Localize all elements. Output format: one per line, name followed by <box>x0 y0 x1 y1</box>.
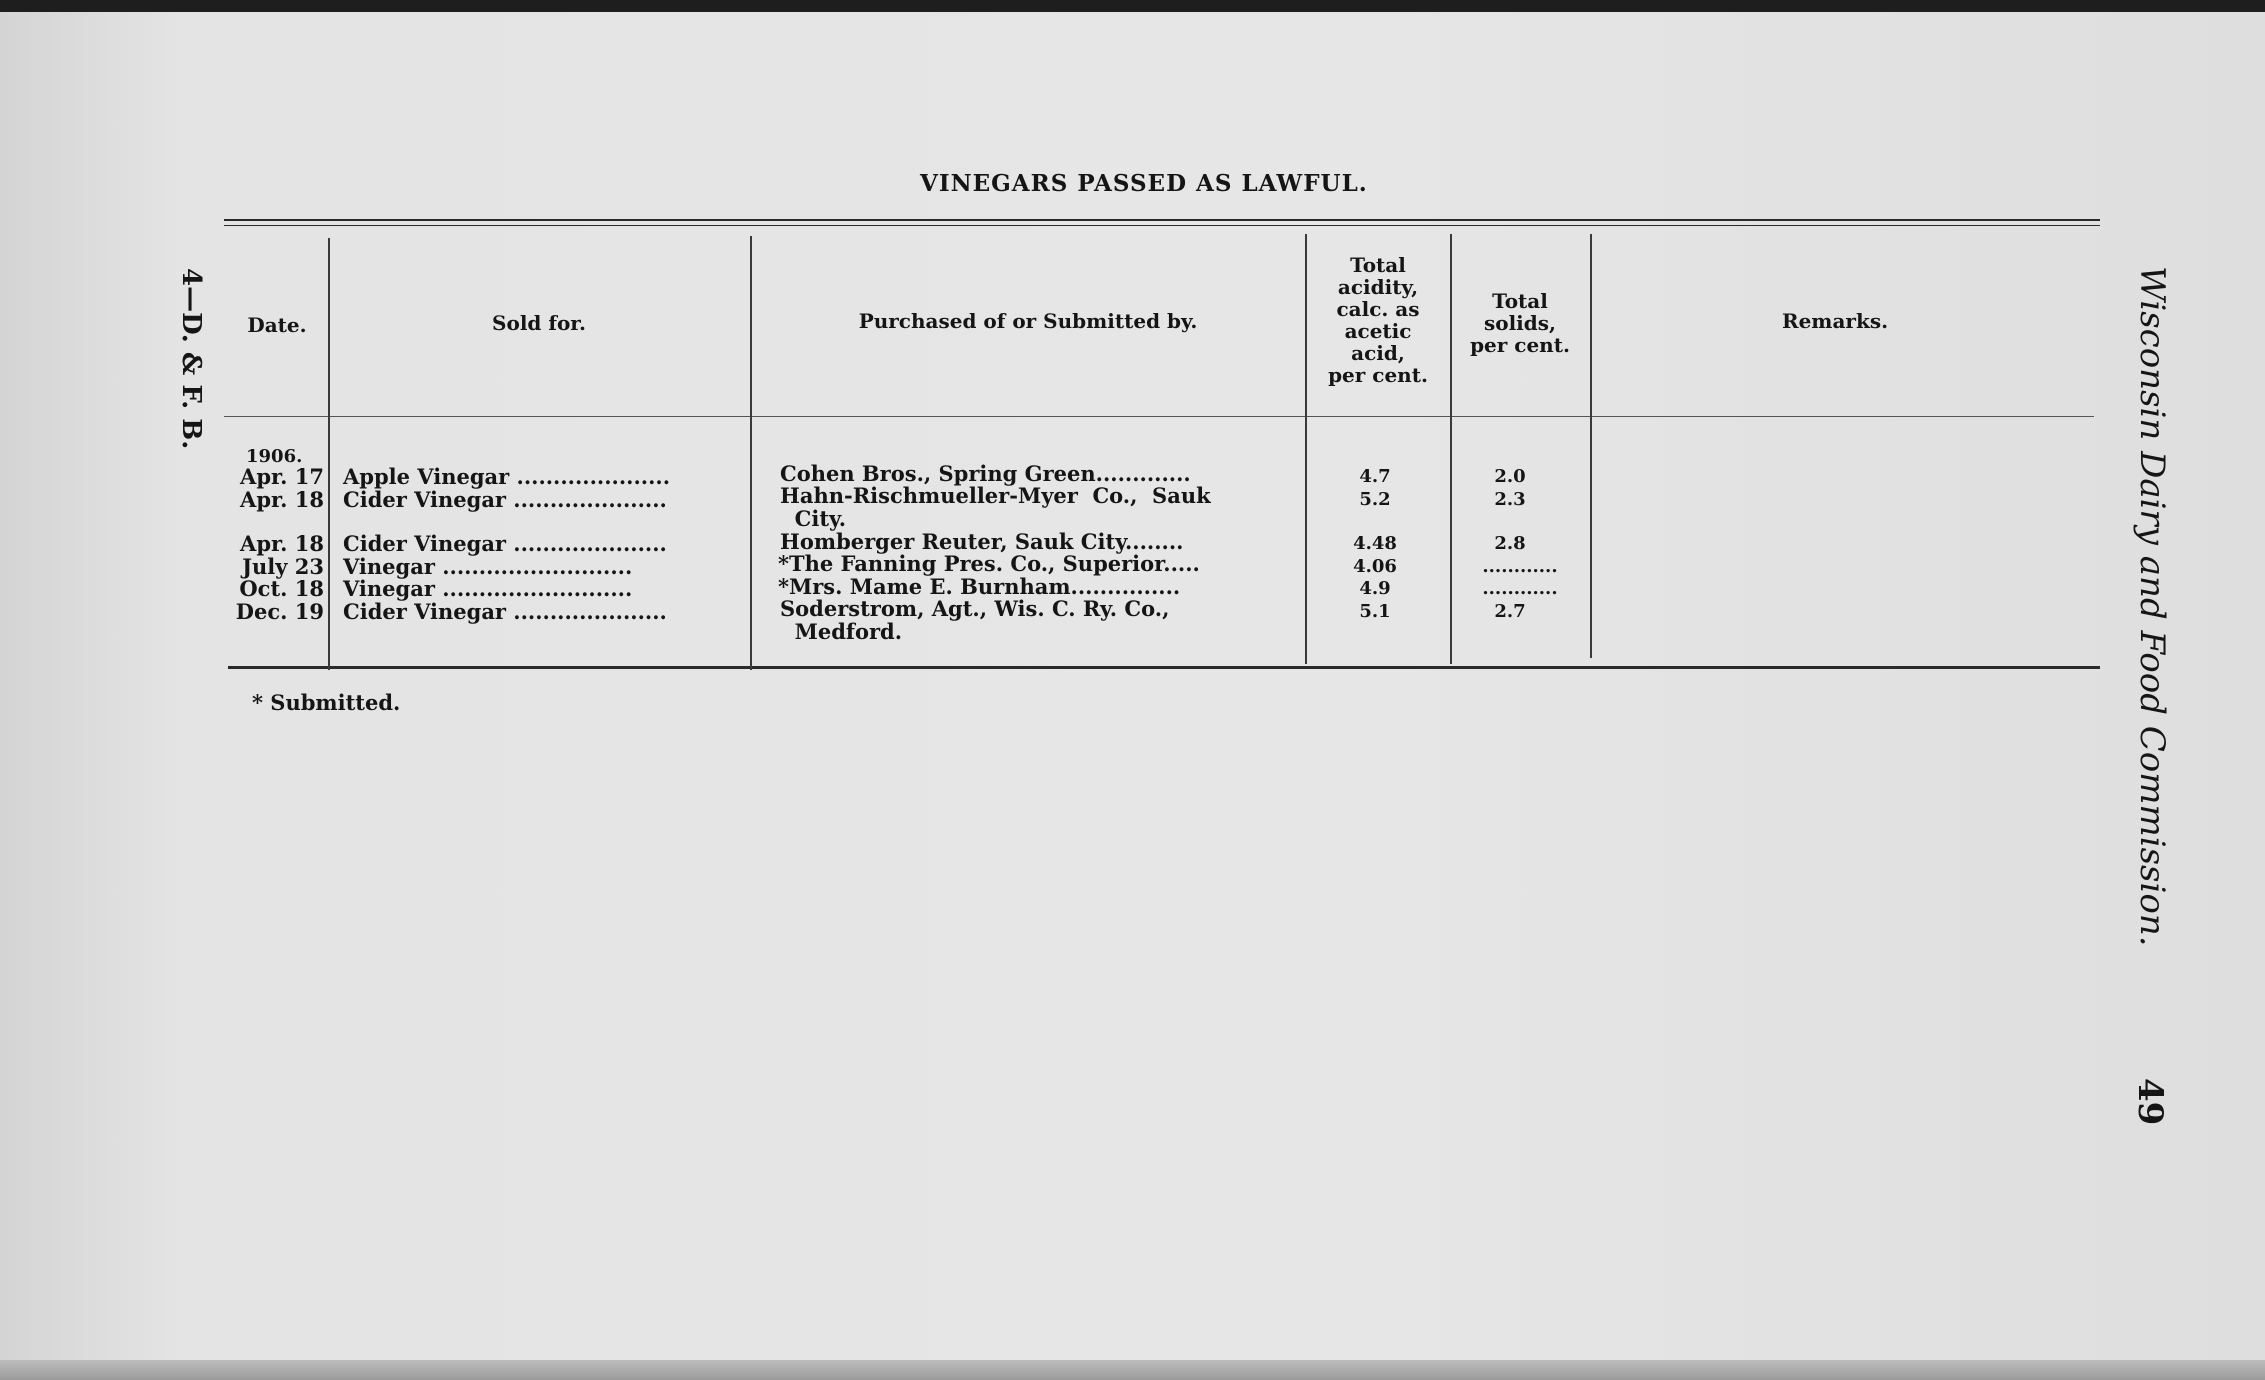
row-purchased-cont: City. <box>780 506 847 531</box>
table-bottom-rule <box>228 666 2100 669</box>
row-purchased: Homberger Reuter, Sauk City........ <box>780 529 1184 554</box>
header-acidity-line: acetic <box>1344 319 1412 343</box>
row-solids: 2.8 <box>1494 533 1526 554</box>
header-solids <box>1452 290 1588 356</box>
column-divider-5 <box>1590 234 1592 658</box>
row-sold-for: Cider Vinegar ..................... <box>343 487 667 512</box>
row-sold-for: Vinegar .......................... <box>343 554 633 579</box>
header-acidity-line: Total <box>1350 253 1406 277</box>
row-acidity: 4.48 <box>1353 533 1397 554</box>
row-solids: 2.3 <box>1494 489 1526 510</box>
row-date: Apr. 18 <box>240 531 324 556</box>
footnote: * Submitted. <box>252 690 401 715</box>
page-title: VINEGARS PASSED AS LAWFUL. <box>920 170 1368 197</box>
header-bottom-rule <box>224 416 2094 417</box>
row-sold-for: Apple Vinegar ..................... <box>343 464 671 489</box>
header-solids-line: per cent. <box>1470 333 1570 357</box>
running-head-right: Wisconsin Dairy and Food Commission. <box>2132 266 2172 947</box>
row-acidity: 4.9 <box>1359 578 1391 599</box>
header-acidity-line: acidity, <box>1337 275 1419 299</box>
header-acidity-line: per cent. <box>1328 363 1428 387</box>
column-divider-1 <box>328 238 330 670</box>
row-solids: 2.7 <box>1494 601 1526 622</box>
book-bottom-edge <box>0 1360 2265 1380</box>
row-purchased: Hahn-Rischmueller-Myer Co., Sauk <box>780 483 1211 508</box>
row-date: Apr. 17 <box>240 464 324 489</box>
row-purchased-cont: Medford. <box>780 619 903 644</box>
header-solids-line: Total <box>1492 289 1548 313</box>
row-purchased: *The Fanning Pres. Co., Superior..... <box>778 551 1200 576</box>
row-acidity: 5.1 <box>1359 601 1391 622</box>
header-remarks: Remarks. <box>1781 309 1889 333</box>
header-acidity <box>1308 254 1448 386</box>
column-divider-3 <box>1305 234 1307 664</box>
row-sold-for: Vinegar .......................... <box>343 576 633 601</box>
row-date: July 23 <box>242 554 324 579</box>
row-purchased: *Mrs. Mame E. Burnham............... <box>778 574 1181 599</box>
row-acidity: 4.06 <box>1353 556 1397 577</box>
book-top-edge <box>0 0 2265 12</box>
row-purchased: Cohen Bros., Spring Green............. <box>780 461 1191 486</box>
row-acidity: 5.2 <box>1359 489 1391 510</box>
header-acidity-line: acid, <box>1351 341 1405 365</box>
row-purchased: Soderstrom, Agt., Wis. C. Ry. Co., <box>780 596 1170 621</box>
row-date: Apr. 18 <box>240 487 324 512</box>
header-acidity-line: calc. as <box>1336 297 1420 321</box>
row-date: Dec. 19 <box>235 599 324 624</box>
page <box>0 12 2265 1360</box>
header-date: Date. <box>247 313 307 337</box>
row-sold-for: Cider Vinegar ..................... <box>343 531 667 556</box>
side-label-left: 4—D. & F. B. <box>176 268 206 450</box>
row-sold-for: Cider Vinegar ..................... <box>343 599 667 624</box>
page-number: 49 <box>2130 1078 2170 1126</box>
row-acidity: 4.7 <box>1359 466 1391 487</box>
year-label: 1906. <box>246 446 303 467</box>
header-solids-line: solids, <box>1483 311 1556 335</box>
row-solids: 2.0 <box>1494 466 1526 487</box>
row-solids: ............ <box>1482 556 1558 577</box>
row-solids: ............ <box>1482 578 1558 599</box>
row-date: Oct. 18 <box>239 576 324 601</box>
header-sold-for: Sold for. <box>492 311 586 335</box>
header-purchased: Purchased of or Submitted by. <box>858 309 1198 333</box>
table-top-rule-2 <box>224 225 2100 226</box>
table-top-rule <box>224 219 2100 221</box>
